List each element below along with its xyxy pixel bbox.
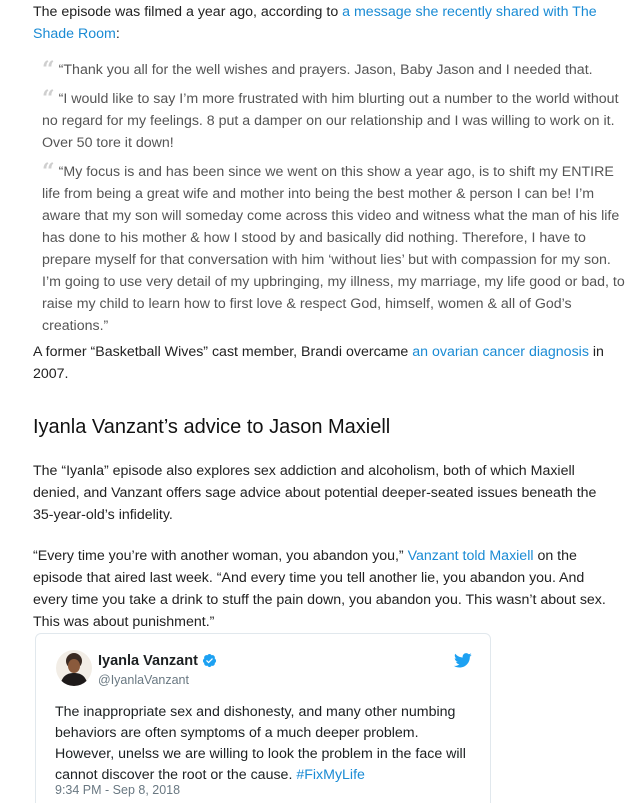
quote-text: “Thank you all for the well wishes and prayers. Jason, Baby Jason and I needed that. (58, 62, 593, 78)
fixmylife-hashtag-link[interactable]: #FixMyLife (296, 767, 365, 783)
intro-colon: : (115, 26, 120, 42)
twitter-bird-icon[interactable] (454, 653, 472, 673)
quote-1 (42, 59, 626, 81)
cancer-paragraph (33, 341, 618, 385)
cancer-text: A former “Basketball Wives” cast member, Brandi overcame (33, 344, 413, 360)
section-heading: Iyanla Vanzant’s advice to Jason Maxiell (33, 416, 391, 438)
tweet-embed[interactable] (35, 633, 491, 803)
vanzant-told-maxiell-link[interactable]: Vanzant told Maxiell (407, 548, 534, 564)
verified-badge-icon (202, 653, 217, 673)
tweet-author-handle[interactable]: @IyanlaVanzant (98, 673, 189, 687)
quote-3 (42, 161, 626, 337)
episode-paragraph: The “Iyanla” episode also explores sex addiction and alcoholism, both of which Maxiell denied, and Vanzant offers sage advice about potential deeper-seated issues beneath the 35-year-old’s infidelity. (33, 463, 597, 523)
avatar-image (56, 650, 92, 686)
tweet-timestamp[interactable]: 9:34 PM - Sep 8, 2018 (55, 783, 181, 797)
advice-text: “Every time you’re with another woman, you abandon you,” (33, 548, 408, 564)
advice-paragraph (33, 545, 618, 633)
quote-text: “I would like to say I’m more frustrated with him blurting out a number to the world without no regard for my feelings. 8 put a damper on our relationship and I was willing to work on it. Over 50 tore it down! (42, 91, 619, 151)
tweet-body: The inappropriate sex and dishonesty, and many other numbing behaviors are often symptoms of a much deeper problem. However, unelss we are willing to look the problem in the face will cannot discover the root or the cause. (55, 704, 466, 783)
intro-text: The episode was filmed a year ago, according to (33, 4, 343, 20)
avatar[interactable] (56, 650, 92, 686)
quote-list (42, 59, 626, 337)
author-name-text: Iyanla Vanzant (98, 653, 198, 669)
advice-after: on the episode that aired last week. “And every time you tell another lie, you abandon you. And every time you take a drink to stuff the pain down, you abandon you. This wasn’t about sex. This was about punishment.” (33, 548, 606, 630)
quote-2 (42, 88, 626, 154)
tweet-author-name[interactable] (98, 652, 217, 673)
cancer-after: in 2007. (33, 344, 604, 382)
quote-text: “My focus is and has been since we went on this show a year ago, is to shift my ENTIRE life from being a great wife and mother into being the best mother & person I can be! I’m aware that my son will someday come across this video and witness what the man of his life has done to his mother & how I stood by and basically did nothing. Therefore, I have to prepare myself for that conversation with him ‘without lies’ but with compassion for my son. I’m going to use very detail of my upbringing, my illness, my marriage, my life good or bad, to raise my child to learn how to first love & respect God, himself, women & all of God’s creations.” (42, 164, 625, 334)
article-body (33, 0, 625, 633)
quote-mark-icon: “ (42, 159, 53, 185)
quote-mark-icon: “ (42, 86, 53, 112)
shade-room-link[interactable]: a message she recently shared with The Shade Room (33, 4, 597, 42)
ovarian-cancer-link[interactable]: an ovarian cancer diagnosis (412, 344, 589, 360)
quote-mark-icon: “ (42, 57, 53, 83)
tweet-text (55, 702, 475, 786)
intro-paragraph (33, 1, 618, 45)
